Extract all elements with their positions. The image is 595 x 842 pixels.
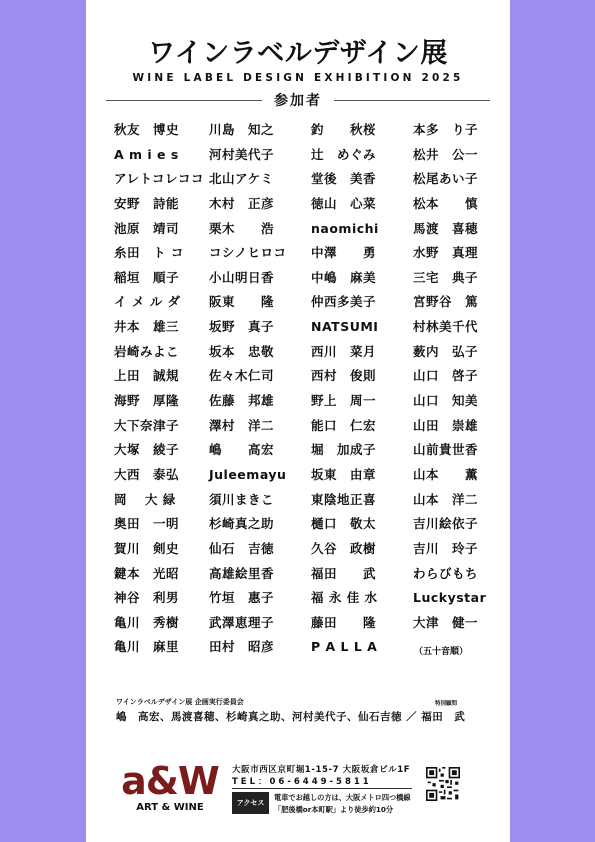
participant-name: 杉崎真之助 <box>209 516 275 532</box>
access-badge: アクセス <box>232 792 269 814</box>
logo-text: ART & WINE <box>136 802 204 813</box>
advisor-label: 特別顧問 <box>435 701 458 707</box>
participant-name: 賀川 剣史 <box>114 540 180 556</box>
participant-name: 藤田 隆 <box>311 614 377 630</box>
committee-heading: ワインラベルデザイン展 企画実行委員会 <box>116 698 244 706</box>
participant-name: 辻 めぐみ <box>311 146 377 162</box>
participant-name: 松尾あい子 <box>413 171 479 187</box>
participant-name: 山口 啓子 <box>413 368 479 384</box>
participant-name: 小山明日香 <box>209 269 275 285</box>
participant-name: コシノヒロコ <box>209 245 287 261</box>
qr-code-icon[interactable] <box>426 767 460 801</box>
participant-name: 亀川 麻里 <box>114 639 180 655</box>
access-directions-1: 電車でお越しの方は、大阪メトロ四つ橋線 <box>274 793 411 802</box>
participant-name: 竹垣 惠子 <box>209 590 275 606</box>
participant-name: 仲西多美子 <box>311 294 377 310</box>
participant-name: 佐々木仁司 <box>209 368 275 384</box>
participant-name: わらびもち <box>413 565 479 581</box>
footer-divider <box>232 788 412 789</box>
participant-name: 大西 泰弘 <box>114 466 180 482</box>
participant-name: 大塚 綾子 <box>114 442 180 458</box>
participant-name: 奥田 一明 <box>114 516 180 532</box>
participant-name: 吉川絵依子 <box>413 516 479 532</box>
participant-name: 山本 洋二 <box>413 491 479 507</box>
participant-name: 樋口 敬太 <box>311 516 377 532</box>
participant-name: 堂後 美香 <box>311 171 377 187</box>
participant-name: 上田 誠規 <box>114 368 180 384</box>
participant-name: 釣 秋桜 <box>311 122 377 137</box>
participant-name: 大下奈津子 <box>114 417 180 433</box>
participant-name: 水野 真理 <box>413 245 479 261</box>
committee-members: 嶋 高宏、馬渡喜穂、杉崎真之助、河村美代子、仙石吉徳 ／ 福田 武 <box>116 711 466 723</box>
divider-right <box>334 100 490 101</box>
participant-name: 山前貴世香 <box>413 442 479 458</box>
participant-name: 亀川 秀樹 <box>114 614 180 630</box>
participant-name: 阪東 隆 <box>209 294 275 310</box>
participant-name: 徳山 心菜 <box>311 195 377 211</box>
participant-name: 武澤恵理子 <box>209 614 275 630</box>
participant-name: 須川まきこ <box>209 491 275 507</box>
participants-header <box>106 90 490 110</box>
participant-name: 鍵本 光昭 <box>114 565 180 581</box>
page-title: ワインラベルデザイン展 <box>148 38 448 69</box>
participant-name: 高雄絵里香 <box>209 565 275 581</box>
participant-name: 能口 仁宏 <box>311 417 377 433</box>
participant-name: 岩崎みよこ <box>114 343 180 359</box>
order-note: （五十音順） <box>414 647 469 657</box>
participant-name: Juleemayu <box>209 466 287 482</box>
participant-grid <box>114 118 498 660</box>
participant-name: 糸田 ト コ <box>114 245 184 261</box>
participant-name: 池原 靖司 <box>114 220 180 236</box>
participant-name: 河村美代子 <box>209 146 275 162</box>
participant-name: 坂東 由章 <box>311 466 377 482</box>
participant-name: NATSUMI <box>311 319 379 335</box>
participant-name: 中澤 勇 <box>311 245 377 261</box>
participant-name: 仙石 吉徳 <box>209 540 275 556</box>
page-subtitle: WINE LABEL DESIGN EXHIBITION 2025 <box>132 72 464 84</box>
participant-name: 大津 健一 <box>413 614 479 630</box>
participant-name: 松井 公一 <box>413 146 479 162</box>
participant-name: 薮内 弘子 <box>413 343 479 359</box>
participant-name: 秋友 博史 <box>114 122 180 137</box>
participant-name: 福田 武 <box>311 565 377 581</box>
divider-left <box>106 100 262 101</box>
participant-name: 福 永 佳 水 <box>311 590 378 606</box>
access-directions-2: 「肥後橋or本町駅」より徒歩約10分 <box>274 805 394 814</box>
participant-name: 本多 り子 <box>413 122 479 137</box>
logo <box>120 760 220 820</box>
participant-name: 木村 正彦 <box>209 195 275 211</box>
participant-name: 堀 加成子 <box>311 442 377 458</box>
participant-name: naomichi <box>311 220 379 236</box>
participant-name: 澤村 洋二 <box>209 417 275 433</box>
participant-name: 井本 雄三 <box>114 319 180 335</box>
address: 大阪市西区京町堀1-15-7 大阪坂倉ビル1F <box>232 765 411 775</box>
participant-name: 三宅 典子 <box>413 269 479 285</box>
participant-name: 稲垣 順子 <box>114 269 180 285</box>
participant-name: 中嶋 麻美 <box>311 269 377 285</box>
participant-name: 神谷 利男 <box>114 590 180 606</box>
participant-name: イ メ ル ダ <box>114 294 181 310</box>
participant-name: 山本 薫 <box>413 466 479 482</box>
participant-name: 川島 知之 <box>209 122 275 137</box>
participant-name: 東陰地正喜 <box>311 491 377 507</box>
flyer-sheet <box>86 0 510 842</box>
participant-name: アレトコレココ <box>114 171 205 187</box>
participant-name: 久谷 政樹 <box>311 540 377 556</box>
participant-name: 村林美千代 <box>413 319 479 335</box>
participant-name: 安野 詩能 <box>114 195 180 211</box>
participant-name: A m i e s <box>114 146 179 162</box>
participants-label: 参加者 <box>274 93 322 109</box>
participant-name: 野上 周一 <box>311 393 377 409</box>
participant-name: 田村 昭彦 <box>209 639 275 655</box>
participant-name: Luckystar <box>413 590 487 606</box>
participant-name: 北山アケミ <box>209 171 274 187</box>
participant-name: 栗木 浩 <box>209 220 275 236</box>
participant-name: 坂野 真子 <box>209 319 275 335</box>
participant-name: P A L L A <box>311 639 378 655</box>
participant-name: 坂本 忠敬 <box>209 343 275 359</box>
participant-name: 宮野谷 篤 <box>413 294 479 310</box>
participant-name: 山田 崇雄 <box>413 417 479 433</box>
telephone: TEL：06-6449-5811 <box>232 777 372 787</box>
participant-name: 吉川 玲子 <box>413 540 479 556</box>
participant-name: 馬渡 喜穂 <box>413 220 479 236</box>
participant-name: 西川 菜月 <box>311 343 377 359</box>
participant-name: 海野 厚隆 <box>114 393 180 409</box>
participant-name: 佐藤 邦雄 <box>209 393 275 409</box>
participant-name: 松本 慎 <box>413 195 479 211</box>
participant-name: 岡 大 緑 <box>114 491 176 507</box>
participant-name: 山口 知美 <box>413 393 479 409</box>
participant-name: 嶋 高宏 <box>209 442 275 458</box>
participant-name: 西村 俊則 <box>311 368 377 384</box>
logo-mark: a&W <box>121 759 219 803</box>
